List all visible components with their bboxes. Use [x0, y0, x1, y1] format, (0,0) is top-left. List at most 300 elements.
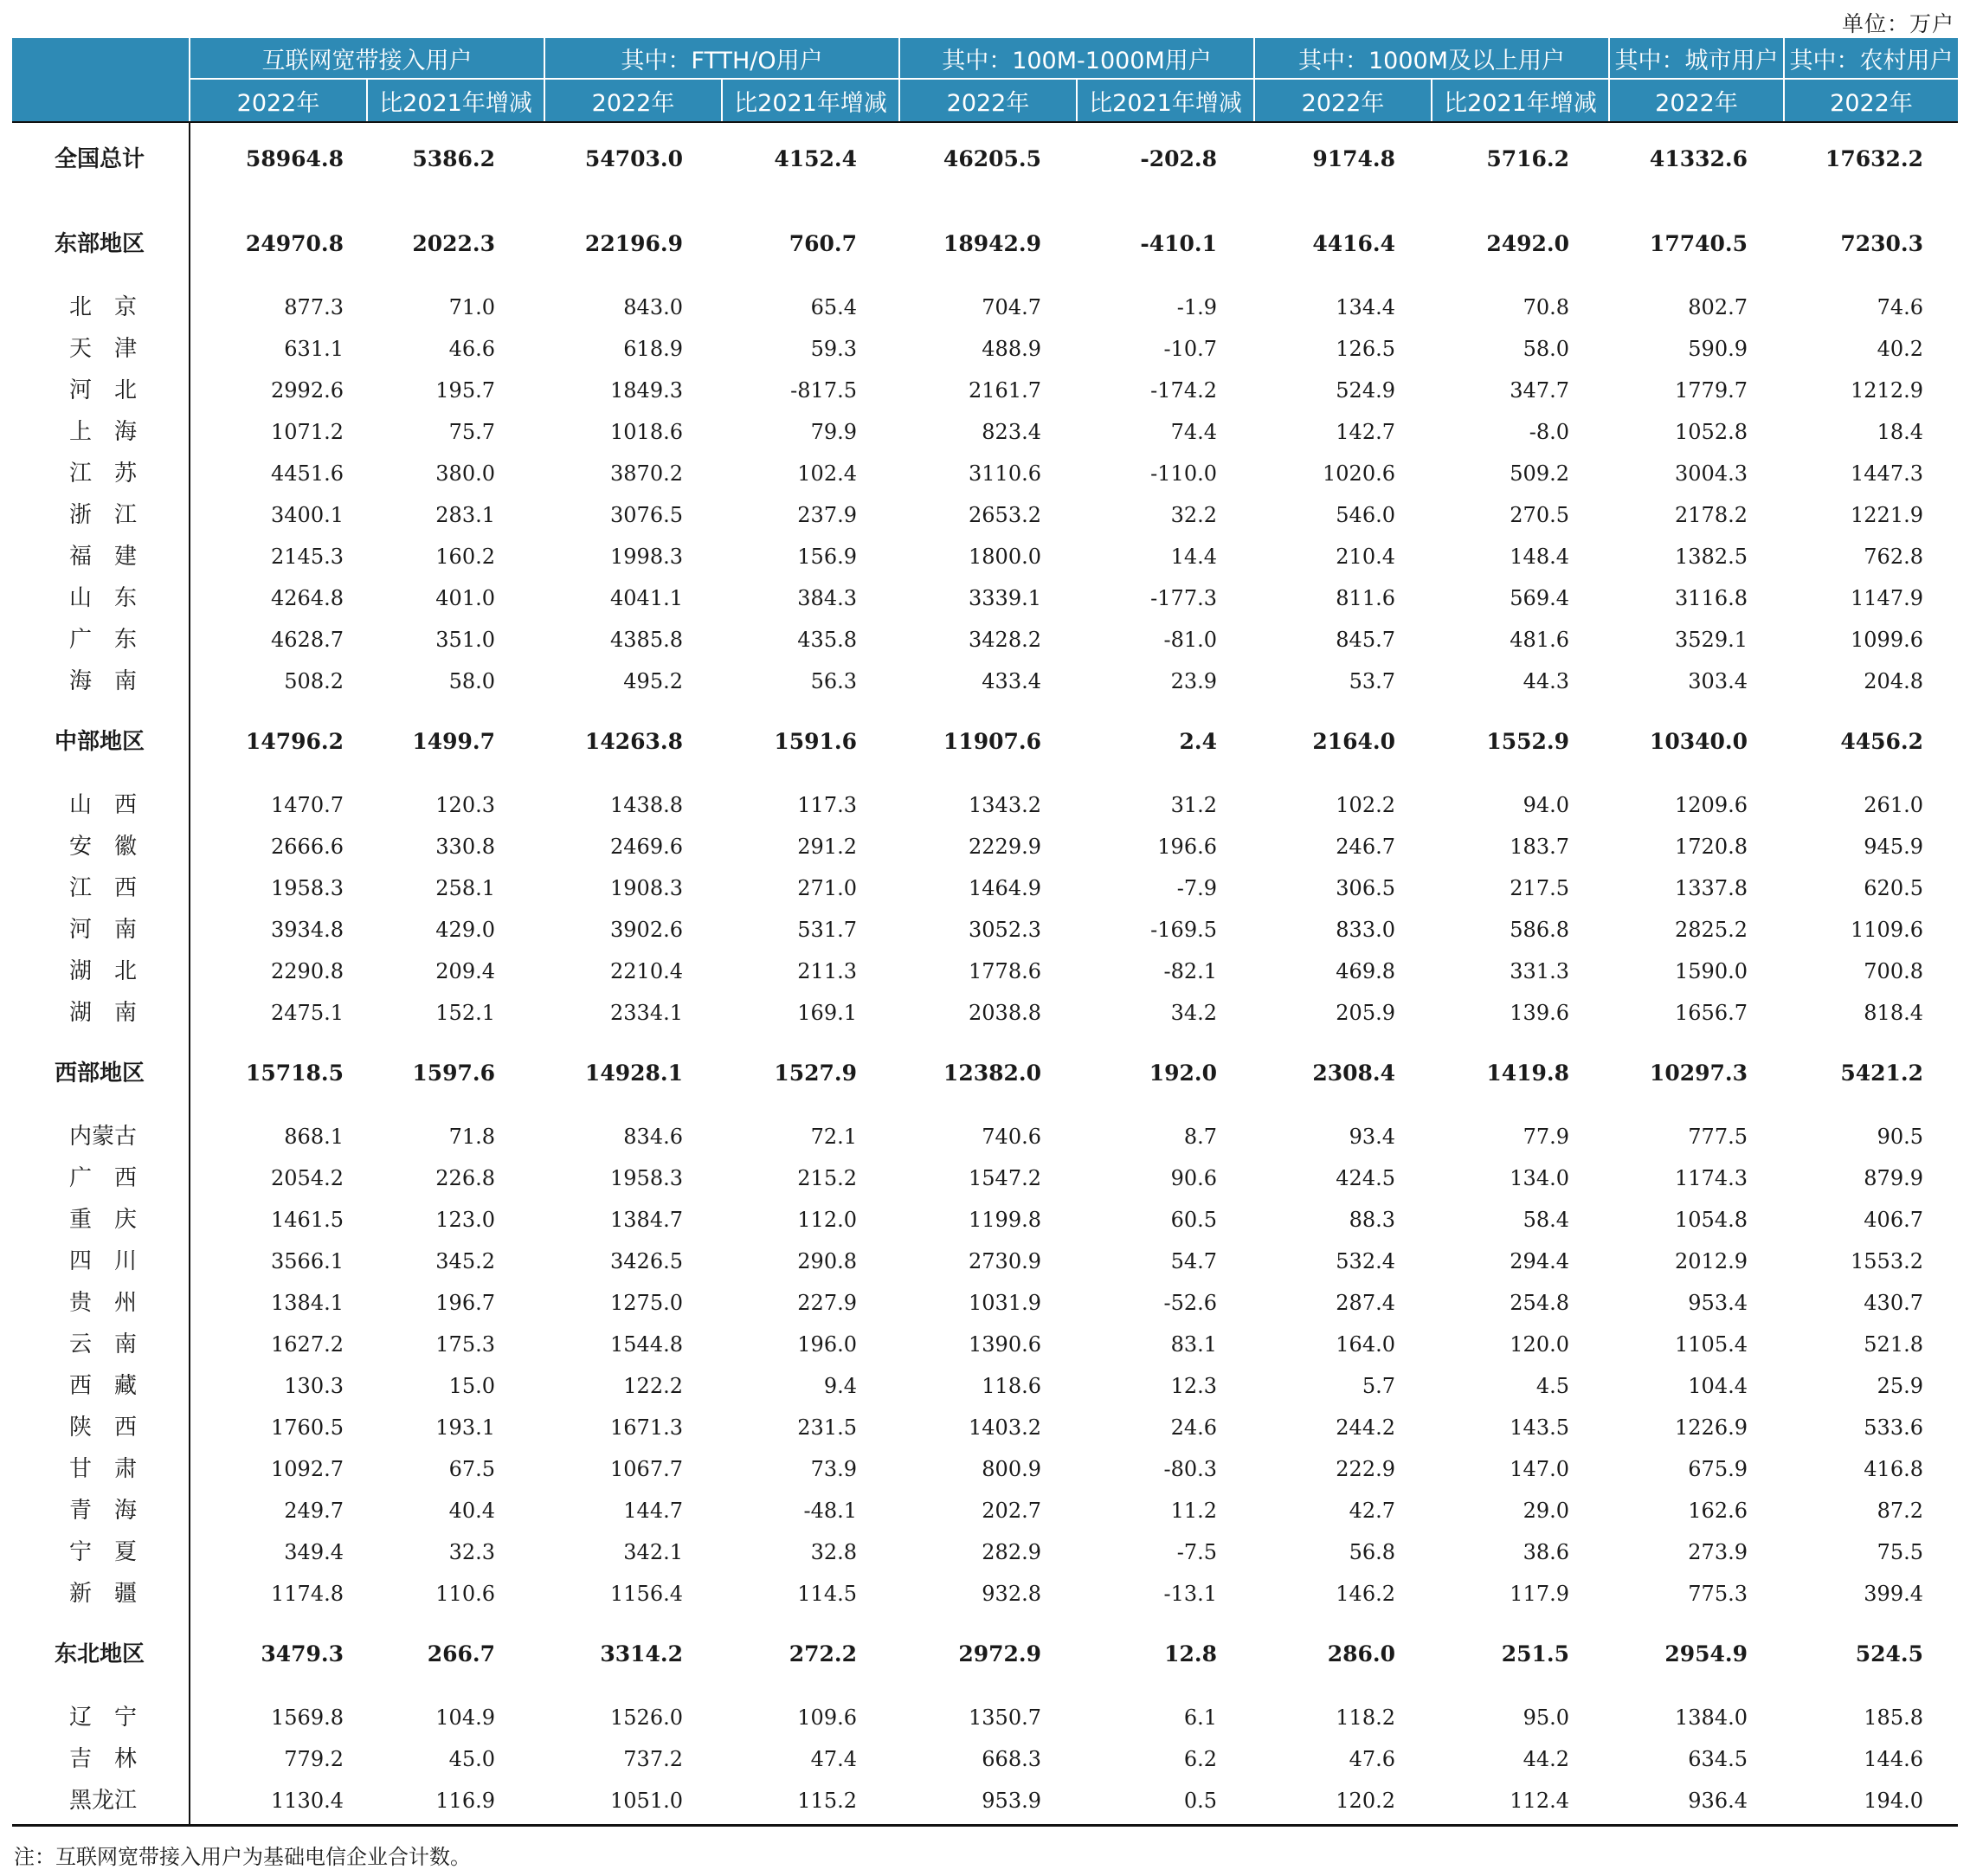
- row-region-name: 浙 江: [69, 502, 138, 528]
- row-value-col-3: 3426.5: [610, 1249, 683, 1273]
- row-value-col-10: 700.8: [1864, 959, 1923, 983]
- row-value-col-5: 953.9: [982, 1789, 1041, 1813]
- row-value-col-10: 5421.2: [1840, 1060, 1923, 1086]
- row-value-col-8: 143.5: [1510, 1415, 1569, 1440]
- row-value-col-4: -48.1: [803, 1499, 857, 1523]
- row-value-col-3: 3902.6: [610, 918, 683, 942]
- row-value-col-9: 1656.7: [1675, 1001, 1748, 1025]
- row-value-col-10: 620.5: [1864, 876, 1923, 900]
- row-value-col-6: 6.1: [1183, 1705, 1217, 1730]
- table-row: [12, 536, 1958, 577]
- row-value-col-7: 546.0: [1336, 503, 1395, 527]
- row-value-col-4: 384.3: [797, 586, 857, 610]
- row-value-col-5: 2730.9: [969, 1249, 1041, 1273]
- row-value-col-7: 1020.6: [1323, 461, 1395, 486]
- row-value-col-6: -10.7: [1163, 337, 1217, 361]
- row-value-col-1: 130.3: [284, 1374, 344, 1398]
- row-value-col-6: 14.4: [1170, 545, 1217, 569]
- table-row: [12, 1738, 1958, 1780]
- row-value-col-2: 193.1: [435, 1415, 495, 1440]
- subheader-col-8: 比2021年增减: [1444, 89, 1597, 117]
- row-region-name: 东部地区: [55, 231, 145, 257]
- row-value-col-2: 345.2: [435, 1249, 495, 1273]
- row-value-col-1: 1384.1: [271, 1291, 344, 1315]
- row-value-col-5: 433.4: [982, 669, 1041, 693]
- row-value-col-5: 740.6: [982, 1125, 1041, 1149]
- row-value-col-1: 779.2: [284, 1747, 344, 1771]
- row-value-col-2: 110.6: [435, 1582, 495, 1606]
- row-value-col-2: 116.9: [435, 1789, 495, 1813]
- row-value-col-10: 1099.6: [1851, 628, 1923, 652]
- row-value-col-7: 286.0: [1327, 1641, 1395, 1666]
- row-value-col-5: 2038.8: [969, 1001, 1041, 1025]
- row-value-col-1: 1760.5: [271, 1415, 344, 1440]
- row-value-col-9: 936.4: [1688, 1789, 1748, 1813]
- row-region-name: 福 建: [69, 544, 138, 570]
- subheader-col-4: 比2021年增减: [734, 89, 887, 117]
- row-value-col-7: 53.7: [1349, 669, 1395, 693]
- row-value-col-4: 231.5: [797, 1415, 857, 1440]
- row-value-col-9: 1779.7: [1675, 378, 1748, 403]
- row-value-col-2: 45.0: [448, 1747, 495, 1771]
- row-value-col-3: 843.0: [623, 295, 683, 319]
- row-value-col-6: -410.1: [1140, 231, 1217, 256]
- row-value-col-6: 34.2: [1170, 1001, 1217, 1025]
- row-value-col-4: 1591.6: [774, 729, 857, 754]
- header-group-1000m-plus: 其中：1000M及以上用户: [1297, 47, 1565, 74]
- row-value-col-6: 74.4: [1170, 420, 1217, 444]
- row-value-col-10: 1447.3: [1851, 461, 1923, 486]
- row-value-col-1: 1130.4: [271, 1789, 344, 1813]
- row-value-col-3: 1018.6: [610, 420, 683, 444]
- row-value-col-4: 237.9: [797, 503, 857, 527]
- header-bottom-rule: [12, 121, 1958, 123]
- row-region-name: 青 海: [69, 1498, 138, 1524]
- row-value-col-6: 24.6: [1170, 1415, 1217, 1440]
- row-value-col-10: 399.4: [1864, 1582, 1923, 1606]
- row-value-col-2: 175.3: [435, 1332, 495, 1357]
- row-value-col-2: 195.7: [435, 378, 495, 403]
- table-row: [12, 992, 1958, 1034]
- row-value-col-8: 44.3: [1523, 669, 1569, 693]
- row-value-col-7: 424.5: [1336, 1166, 1395, 1190]
- row-value-col-1: 4628.7: [271, 628, 344, 652]
- row-value-col-10: 40.2: [1877, 337, 1923, 361]
- row-value-col-4: 196.0: [797, 1332, 857, 1357]
- row-value-col-7: 120.2: [1336, 1789, 1395, 1813]
- row-value-col-10: 416.8: [1864, 1457, 1923, 1481]
- row-value-col-3: 22196.9: [584, 231, 683, 256]
- row-value-col-7: 287.4: [1336, 1291, 1395, 1315]
- row-value-col-6: 11.2: [1170, 1499, 1217, 1523]
- row-value-col-10: 7230.3: [1840, 231, 1923, 256]
- row-value-col-7: 210.4: [1336, 545, 1395, 569]
- row-value-col-5: 704.7: [982, 295, 1041, 319]
- row-value-col-10: 1553.2: [1851, 1249, 1923, 1273]
- row-value-col-4: 227.9: [797, 1291, 857, 1315]
- row-region-name: 吉 林: [69, 1746, 138, 1772]
- row-value-col-5: 118.6: [982, 1374, 1041, 1398]
- row-value-col-7: 102.2: [1336, 793, 1395, 817]
- row-value-col-4: 117.3: [797, 793, 857, 817]
- row-value-col-2: 67.5: [448, 1457, 495, 1481]
- row-value-col-4: -817.5: [790, 378, 857, 403]
- row-value-col-9: 10297.3: [1649, 1060, 1748, 1086]
- row-value-col-5: 2229.9: [969, 835, 1041, 859]
- row-value-col-7: 88.3: [1349, 1208, 1395, 1232]
- row-value-col-3: 3314.2: [600, 1641, 683, 1666]
- row-value-col-8: 139.6: [1510, 1001, 1569, 1025]
- row-value-col-4: 102.4: [797, 461, 857, 486]
- row-value-col-10: 879.9: [1864, 1166, 1923, 1190]
- data-table: [12, 38, 1958, 1826]
- row-value-col-7: 118.2: [1336, 1705, 1395, 1730]
- row-value-col-10: 74.6: [1877, 295, 1923, 319]
- row-value-col-10: 533.6: [1864, 1415, 1923, 1440]
- row-value-col-5: 668.3: [982, 1747, 1041, 1771]
- row-value-col-6: -202.8: [1140, 146, 1217, 171]
- row-region-name: 山 西: [69, 792, 138, 818]
- row-value-col-4: 290.8: [797, 1249, 857, 1273]
- row-value-col-4: 114.5: [797, 1582, 857, 1606]
- row-value-col-5: 3339.1: [969, 586, 1041, 610]
- row-value-col-9: 2825.2: [1675, 918, 1748, 942]
- row-value-col-7: 47.6: [1349, 1747, 1395, 1771]
- row-value-col-9: 1226.9: [1675, 1415, 1748, 1440]
- row-region-name: 湖 北: [69, 958, 138, 984]
- row-value-col-1: 1092.7: [271, 1457, 344, 1481]
- row-value-col-3: 122.2: [623, 1374, 683, 1398]
- table-row: [12, 1157, 1958, 1199]
- row-value-col-10: 144.6: [1864, 1747, 1923, 1771]
- row-value-col-3: 1544.8: [610, 1332, 683, 1357]
- row-value-col-8: 77.9: [1523, 1125, 1569, 1149]
- row-value-col-3: 14263.8: [584, 729, 683, 754]
- row-value-col-8: 509.2: [1510, 461, 1569, 486]
- row-region-name: 河 南: [69, 917, 138, 943]
- header-group-100m-1000m: 其中：100M-1000M用户: [942, 47, 1212, 74]
- row-value-col-9: 775.3: [1688, 1582, 1748, 1606]
- row-value-col-2: 1597.6: [412, 1060, 495, 1086]
- row-value-col-9: 1209.6: [1675, 793, 1748, 817]
- row-value-col-4: 56.3: [810, 669, 857, 693]
- row-value-col-3: 1051.0: [610, 1789, 683, 1813]
- row-value-col-10: 4456.2: [1840, 729, 1923, 754]
- table-row: [12, 1282, 1958, 1324]
- row-value-col-5: 823.4: [982, 420, 1041, 444]
- row-value-col-7: 9174.8: [1312, 146, 1395, 171]
- row-value-col-6: 23.9: [1170, 669, 1217, 693]
- row-region-name: 湖 南: [69, 1000, 138, 1026]
- row-region-name: 贵 州: [69, 1290, 138, 1316]
- subheader-col-6: 比2021年增减: [1089, 89, 1242, 117]
- subheader-col-3: 2022年: [591, 89, 675, 117]
- row-region-name: 山 东: [69, 585, 138, 611]
- row-region-name: 上 海: [69, 419, 138, 445]
- row-value-col-5: 932.8: [982, 1582, 1041, 1606]
- row-value-col-6: 60.5: [1170, 1208, 1217, 1232]
- row-value-col-7: 246.7: [1336, 835, 1395, 859]
- row-value-col-8: 2492.0: [1486, 231, 1569, 256]
- row-value-col-4: 65.4: [810, 295, 857, 319]
- row-value-col-5: 282.9: [982, 1540, 1041, 1564]
- row-value-col-2: 40.4: [448, 1499, 495, 1523]
- row-value-col-9: 2954.9: [1664, 1641, 1748, 1666]
- row-value-col-3: 1849.3: [610, 378, 683, 403]
- row-value-col-3: 1908.3: [610, 876, 683, 900]
- row-value-col-4: 72.1: [810, 1125, 857, 1149]
- row-value-col-7: 222.9: [1336, 1457, 1395, 1481]
- subheader-col-2: 比2021年增减: [379, 89, 532, 117]
- row-value-col-8: 117.9: [1510, 1582, 1569, 1606]
- row-region-name: 新 疆: [69, 1581, 138, 1607]
- row-value-col-7: 244.2: [1336, 1415, 1395, 1440]
- row-value-col-9: 1384.0: [1675, 1705, 1748, 1730]
- row-value-col-5: 488.9: [982, 337, 1041, 361]
- row-value-col-4: 79.9: [810, 420, 857, 444]
- row-value-col-9: 953.4: [1688, 1291, 1748, 1315]
- row-value-col-1: 3566.1: [271, 1249, 344, 1273]
- row-value-col-9: 1054.8: [1675, 1208, 1748, 1232]
- row-value-col-3: 834.6: [623, 1125, 683, 1149]
- row-value-col-1: 2666.6: [271, 835, 344, 859]
- row-value-col-1: 58964.8: [245, 146, 344, 171]
- row-value-col-3: 1384.7: [610, 1208, 683, 1232]
- row-value-col-1: 349.4: [284, 1540, 344, 1564]
- table-row: [12, 867, 1958, 909]
- row-value-col-2: 152.1: [435, 1001, 495, 1025]
- row-value-col-4: 73.9: [810, 1457, 857, 1481]
- table-row: [12, 1324, 1958, 1365]
- row-value-col-3: 495.2: [623, 669, 683, 693]
- row-value-col-10: 430.7: [1864, 1291, 1923, 1315]
- row-value-col-2: 75.7: [448, 420, 495, 444]
- row-value-col-7: 532.4: [1336, 1249, 1395, 1273]
- row-value-col-8: 120.0: [1510, 1332, 1569, 1357]
- row-value-col-10: 17632.2: [1825, 146, 1923, 171]
- row-value-col-2: 209.4: [435, 959, 495, 983]
- row-value-col-4: 291.2: [797, 835, 857, 859]
- row-value-col-6: -81.0: [1163, 628, 1217, 652]
- row-value-col-6: 8.7: [1183, 1125, 1217, 1149]
- row-value-col-2: 2022.3: [412, 231, 495, 256]
- row-value-col-9: 1174.3: [1675, 1166, 1748, 1190]
- row-value-col-8: 217.5: [1510, 876, 1569, 900]
- row-value-col-1: 508.2: [284, 669, 344, 693]
- row-value-col-6: -174.2: [1150, 378, 1217, 403]
- row-value-col-8: 4.5: [1535, 1374, 1569, 1398]
- row-value-col-5: 2972.9: [958, 1641, 1041, 1666]
- row-value-col-4: 59.3: [810, 337, 857, 361]
- row-value-col-6: -7.9: [1176, 876, 1217, 900]
- row-value-col-5: 2653.2: [969, 503, 1041, 527]
- row-value-col-7: 142.7: [1336, 420, 1395, 444]
- row-value-col-1: 24970.8: [245, 231, 344, 256]
- row-value-col-4: 435.8: [797, 628, 857, 652]
- row-value-col-3: 1998.3: [610, 545, 683, 569]
- row-value-col-8: 270.5: [1510, 503, 1569, 527]
- row-value-col-1: 14796.2: [245, 729, 344, 754]
- row-value-col-3: 1958.3: [610, 1166, 683, 1190]
- table-row: [12, 784, 1958, 826]
- row-value-col-1: 15718.5: [245, 1060, 344, 1086]
- row-value-col-9: 1337.8: [1675, 876, 1748, 900]
- row-value-col-5: 1343.2: [969, 793, 1041, 817]
- row-value-col-1: 249.7: [284, 1499, 344, 1523]
- row-value-col-8: 294.4: [1510, 1249, 1569, 1273]
- row-value-col-3: 1438.8: [610, 793, 683, 817]
- row-value-col-8: 1552.9: [1486, 729, 1569, 754]
- row-value-col-4: 9.4: [823, 1374, 857, 1398]
- row-value-col-8: 58.0: [1523, 337, 1569, 361]
- row-value-col-2: 266.7: [427, 1641, 495, 1666]
- subheader-col-7: 2022年: [1301, 89, 1385, 117]
- row-region-name: 西部地区: [55, 1060, 145, 1086]
- row-value-col-8: 29.0: [1523, 1499, 1569, 1523]
- row-value-col-8: 183.7: [1510, 835, 1569, 859]
- table-row: [12, 1407, 1958, 1448]
- row-value-col-8: 44.2: [1523, 1747, 1569, 1771]
- row-value-col-4: 47.4: [810, 1747, 857, 1771]
- row-region-name: 海 南: [69, 668, 138, 694]
- row-value-col-4: 156.9: [797, 545, 857, 569]
- row-value-col-4: 760.7: [789, 231, 857, 256]
- row-value-col-2: 120.3: [435, 793, 495, 817]
- row-value-col-9: 1052.8: [1675, 420, 1748, 444]
- table-row: [12, 328, 1958, 370]
- row-value-col-10: 87.2: [1877, 1499, 1923, 1523]
- table-row: [12, 1490, 1958, 1531]
- row-value-col-6: -169.5: [1150, 918, 1217, 942]
- row-value-col-4: 215.2: [797, 1166, 857, 1190]
- row-region-name: 东北地区: [55, 1641, 145, 1667]
- row-value-col-3: 342.1: [623, 1540, 683, 1564]
- row-value-col-6: -82.1: [1163, 959, 1217, 983]
- row-value-col-7: 56.8: [1349, 1540, 1395, 1564]
- row-value-col-5: 3428.2: [969, 628, 1041, 652]
- row-value-col-1: 4451.6: [271, 461, 344, 486]
- row-value-col-7: 205.9: [1336, 1001, 1395, 1025]
- footnote: 注：互联网宽带接入用户为基础电信企业合计数。: [14, 1845, 471, 1869]
- row-value-col-2: 160.2: [435, 545, 495, 569]
- row-value-col-9: 10340.0: [1649, 729, 1748, 754]
- row-value-col-7: 2164.0: [1312, 729, 1395, 754]
- row-value-col-9: 162.6: [1688, 1499, 1748, 1523]
- row-value-col-7: 845.7: [1336, 628, 1395, 652]
- table-row: [12, 1780, 1958, 1821]
- header-group-rural: 其中：农村用户: [1789, 47, 1954, 74]
- row-region-name: 广 东: [69, 627, 138, 653]
- row-value-col-6: -177.3: [1150, 586, 1217, 610]
- row-value-col-9: 3529.1: [1675, 628, 1748, 652]
- row-value-col-9: 2012.9: [1675, 1249, 1748, 1273]
- row-value-col-3: 2334.1: [610, 1001, 683, 1025]
- row-value-col-4: 32.8: [810, 1540, 857, 1564]
- row-value-col-10: 90.5: [1877, 1125, 1923, 1149]
- row-value-col-8: 148.4: [1510, 545, 1569, 569]
- row-region-name: 云 南: [69, 1331, 138, 1357]
- row-value-col-3: 3076.5: [610, 503, 683, 527]
- row-value-col-1: 3400.1: [271, 503, 344, 527]
- row-value-col-8: 347.7: [1510, 378, 1569, 403]
- row-region-name: 西 藏: [69, 1373, 138, 1399]
- row-value-col-7: 306.5: [1336, 876, 1395, 900]
- table-row: [12, 1697, 1958, 1738]
- table-row: [12, 370, 1958, 411]
- row-region-name: 黑龙江: [69, 1788, 138, 1814]
- row-value-col-10: 945.9: [1864, 835, 1923, 859]
- row-value-col-5: 46205.5: [943, 146, 1041, 171]
- row-value-col-1: 1470.7: [271, 793, 344, 817]
- row-value-col-2: 330.8: [435, 835, 495, 859]
- row-value-col-9: 590.9: [1688, 337, 1748, 361]
- row-value-col-6: 32.2: [1170, 503, 1217, 527]
- row-value-col-3: 1275.0: [610, 1291, 683, 1315]
- row-value-col-10: 185.8: [1864, 1705, 1923, 1730]
- row-region-name: 河 北: [69, 377, 138, 403]
- row-value-col-7: 524.9: [1336, 378, 1395, 403]
- row-value-col-6: 90.6: [1170, 1166, 1217, 1190]
- row-value-col-1: 868.1: [284, 1125, 344, 1149]
- row-value-col-9: 802.7: [1688, 295, 1748, 319]
- row-value-col-4: 109.6: [797, 1705, 857, 1730]
- row-value-col-10: 762.8: [1864, 545, 1923, 569]
- row-value-col-2: 71.0: [448, 295, 495, 319]
- table-row: [12, 826, 1958, 867]
- row-value-col-1: 1569.8: [271, 1705, 344, 1730]
- row-value-col-6: 31.2: [1170, 793, 1217, 817]
- row-value-col-8: 58.4: [1523, 1208, 1569, 1232]
- row-value-col-3: 2469.6: [610, 835, 683, 859]
- row-value-col-2: 71.8: [448, 1125, 495, 1149]
- table-row: [12, 951, 1958, 992]
- row-value-col-2: 401.0: [435, 586, 495, 610]
- row-value-col-6: -13.1: [1163, 1582, 1217, 1606]
- row-value-col-1: 877.3: [284, 295, 344, 319]
- header-group-broadband: 互联网宽带接入用户: [261, 47, 473, 74]
- row-value-col-4: 115.2: [797, 1789, 857, 1813]
- row-region-name: 辽 宁: [69, 1705, 138, 1731]
- region-subtotal-row: [12, 1634, 1958, 1675]
- row-value-col-8: 1419.8: [1486, 1060, 1569, 1086]
- row-value-col-1: 1461.5: [271, 1208, 344, 1232]
- row-value-col-7: 833.0: [1336, 918, 1395, 942]
- row-value-col-8: 251.5: [1501, 1641, 1569, 1666]
- row-value-col-1: 2475.1: [271, 1001, 344, 1025]
- row-value-col-10: 818.4: [1864, 1001, 1923, 1025]
- row-value-col-2: 123.0: [435, 1208, 495, 1232]
- row-value-col-4: 112.0: [797, 1208, 857, 1232]
- row-value-col-8: -8.0: [1529, 420, 1569, 444]
- table-row: [12, 1573, 1958, 1615]
- table-row: [12, 577, 1958, 619]
- row-value-col-5: 11907.6: [943, 729, 1041, 754]
- row-value-col-6: -7.5: [1176, 1540, 1217, 1564]
- row-value-col-8: 254.8: [1510, 1291, 1569, 1315]
- row-value-col-7: 146.2: [1336, 1582, 1395, 1606]
- row-value-col-9: 3004.3: [1675, 461, 1748, 486]
- subheader-col-10: 2022年: [1830, 89, 1913, 117]
- row-value-col-4: 4152.4: [774, 146, 857, 171]
- row-region-name: 宁 夏: [69, 1539, 138, 1565]
- row-value-col-6: 54.7: [1170, 1249, 1217, 1273]
- table-row: [12, 1199, 1958, 1241]
- row-value-col-1: 2054.2: [271, 1166, 344, 1190]
- row-value-col-8: 569.4: [1510, 586, 1569, 610]
- row-value-col-3: 3870.2: [610, 461, 683, 486]
- table-row: [12, 1241, 1958, 1282]
- row-value-col-8: 5716.2: [1486, 146, 1569, 171]
